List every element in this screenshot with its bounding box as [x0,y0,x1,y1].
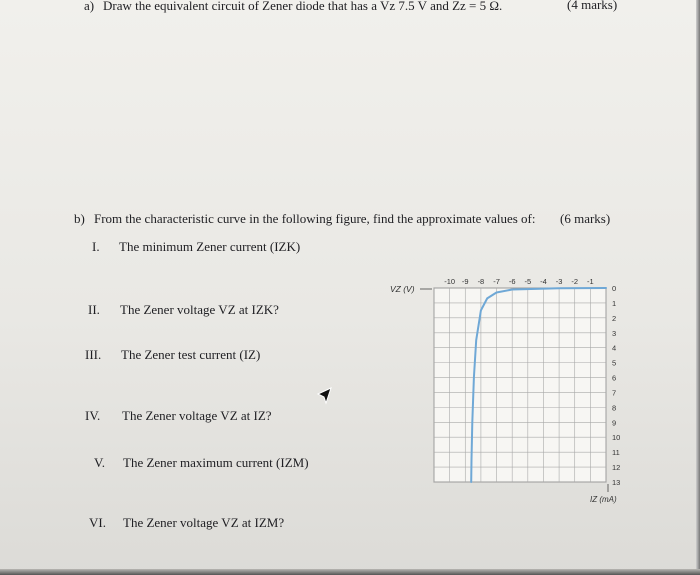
y-tick-label: 7 [612,388,617,398]
x-tick-label: -3 [555,277,563,286]
part-a-marks: (4 marks) [567,0,618,12]
item-1-numeral: I. [92,239,100,254]
y-tick-label: 13 [612,478,621,487]
y-tick-label: 1 [612,298,617,308]
item-5-text: The Zener maximum current (IZM) [123,455,309,470]
part-a-question: Draw the equivalent circuit of Zener diode that has a Vz 7.5 V and Zz = 5 Ω. [103,0,503,13]
x-tick-label: -2 [571,277,579,286]
y-tick-label: 0 [612,284,617,293]
item-6-text: The Zener voltage VZ at IZM? [123,515,285,530]
y-tick-label: 3 [612,328,617,338]
part-b-marks: (6 marks) [560,211,611,226]
x-tick-label: -1 [587,277,594,286]
zener-characteristic-chart [378,266,638,506]
x-tick-label: -9 [461,277,469,286]
item-3-numeral: III. [85,347,102,362]
y-axis-label: IZ (mA) [590,495,617,504]
item-4-numeral: IV. [85,408,101,423]
item-5-numeral: V. [94,455,105,470]
y-tick-label: 8 [612,403,617,413]
y-tick-label: 6 [612,373,617,383]
y-tick-label: 12 [612,463,621,473]
item-2-text: The Zener voltage VZ at IZK? [120,302,279,317]
y-tick-label: 10 [612,433,621,443]
y-tick-label: 9 [612,418,617,428]
x-tick-label: -6 [508,277,516,286]
page-edge-shadow-bottom [0,569,700,575]
x-tick-label: -10 [444,277,456,286]
page-edge-shadow-right [696,0,700,575]
x-tick-label: -4 [540,277,547,286]
x-tick-label: -8 [477,277,485,286]
part-a-label: a) [84,0,95,13]
item-2-numeral: II. [88,302,100,317]
part-b-label: b) [74,211,85,226]
y-tick-label: 2 [612,313,617,323]
x-axis-label: VZ (V) [390,284,415,294]
part-b-question: From the characteristic curve in the following figure, find the approximate values of: [94,211,536,226]
y-tick-label: 5 [612,358,617,368]
y-tick-label: 11 [612,448,620,458]
plot-area [434,288,606,482]
x-tick-label: -5 [524,277,532,286]
item-1-text: The minimum Zener current (IZK) [119,239,301,254]
item-6-numeral: VI. [89,515,106,530]
item-3-text: The Zener test current (IZ) [121,347,261,362]
y-tick-label: 4 [612,343,617,353]
item-4-text: The Zener voltage VZ at IZ? [122,408,272,423]
x-tick-label: -7 [493,277,500,286]
mouse-pointer-icon [316,386,334,408]
